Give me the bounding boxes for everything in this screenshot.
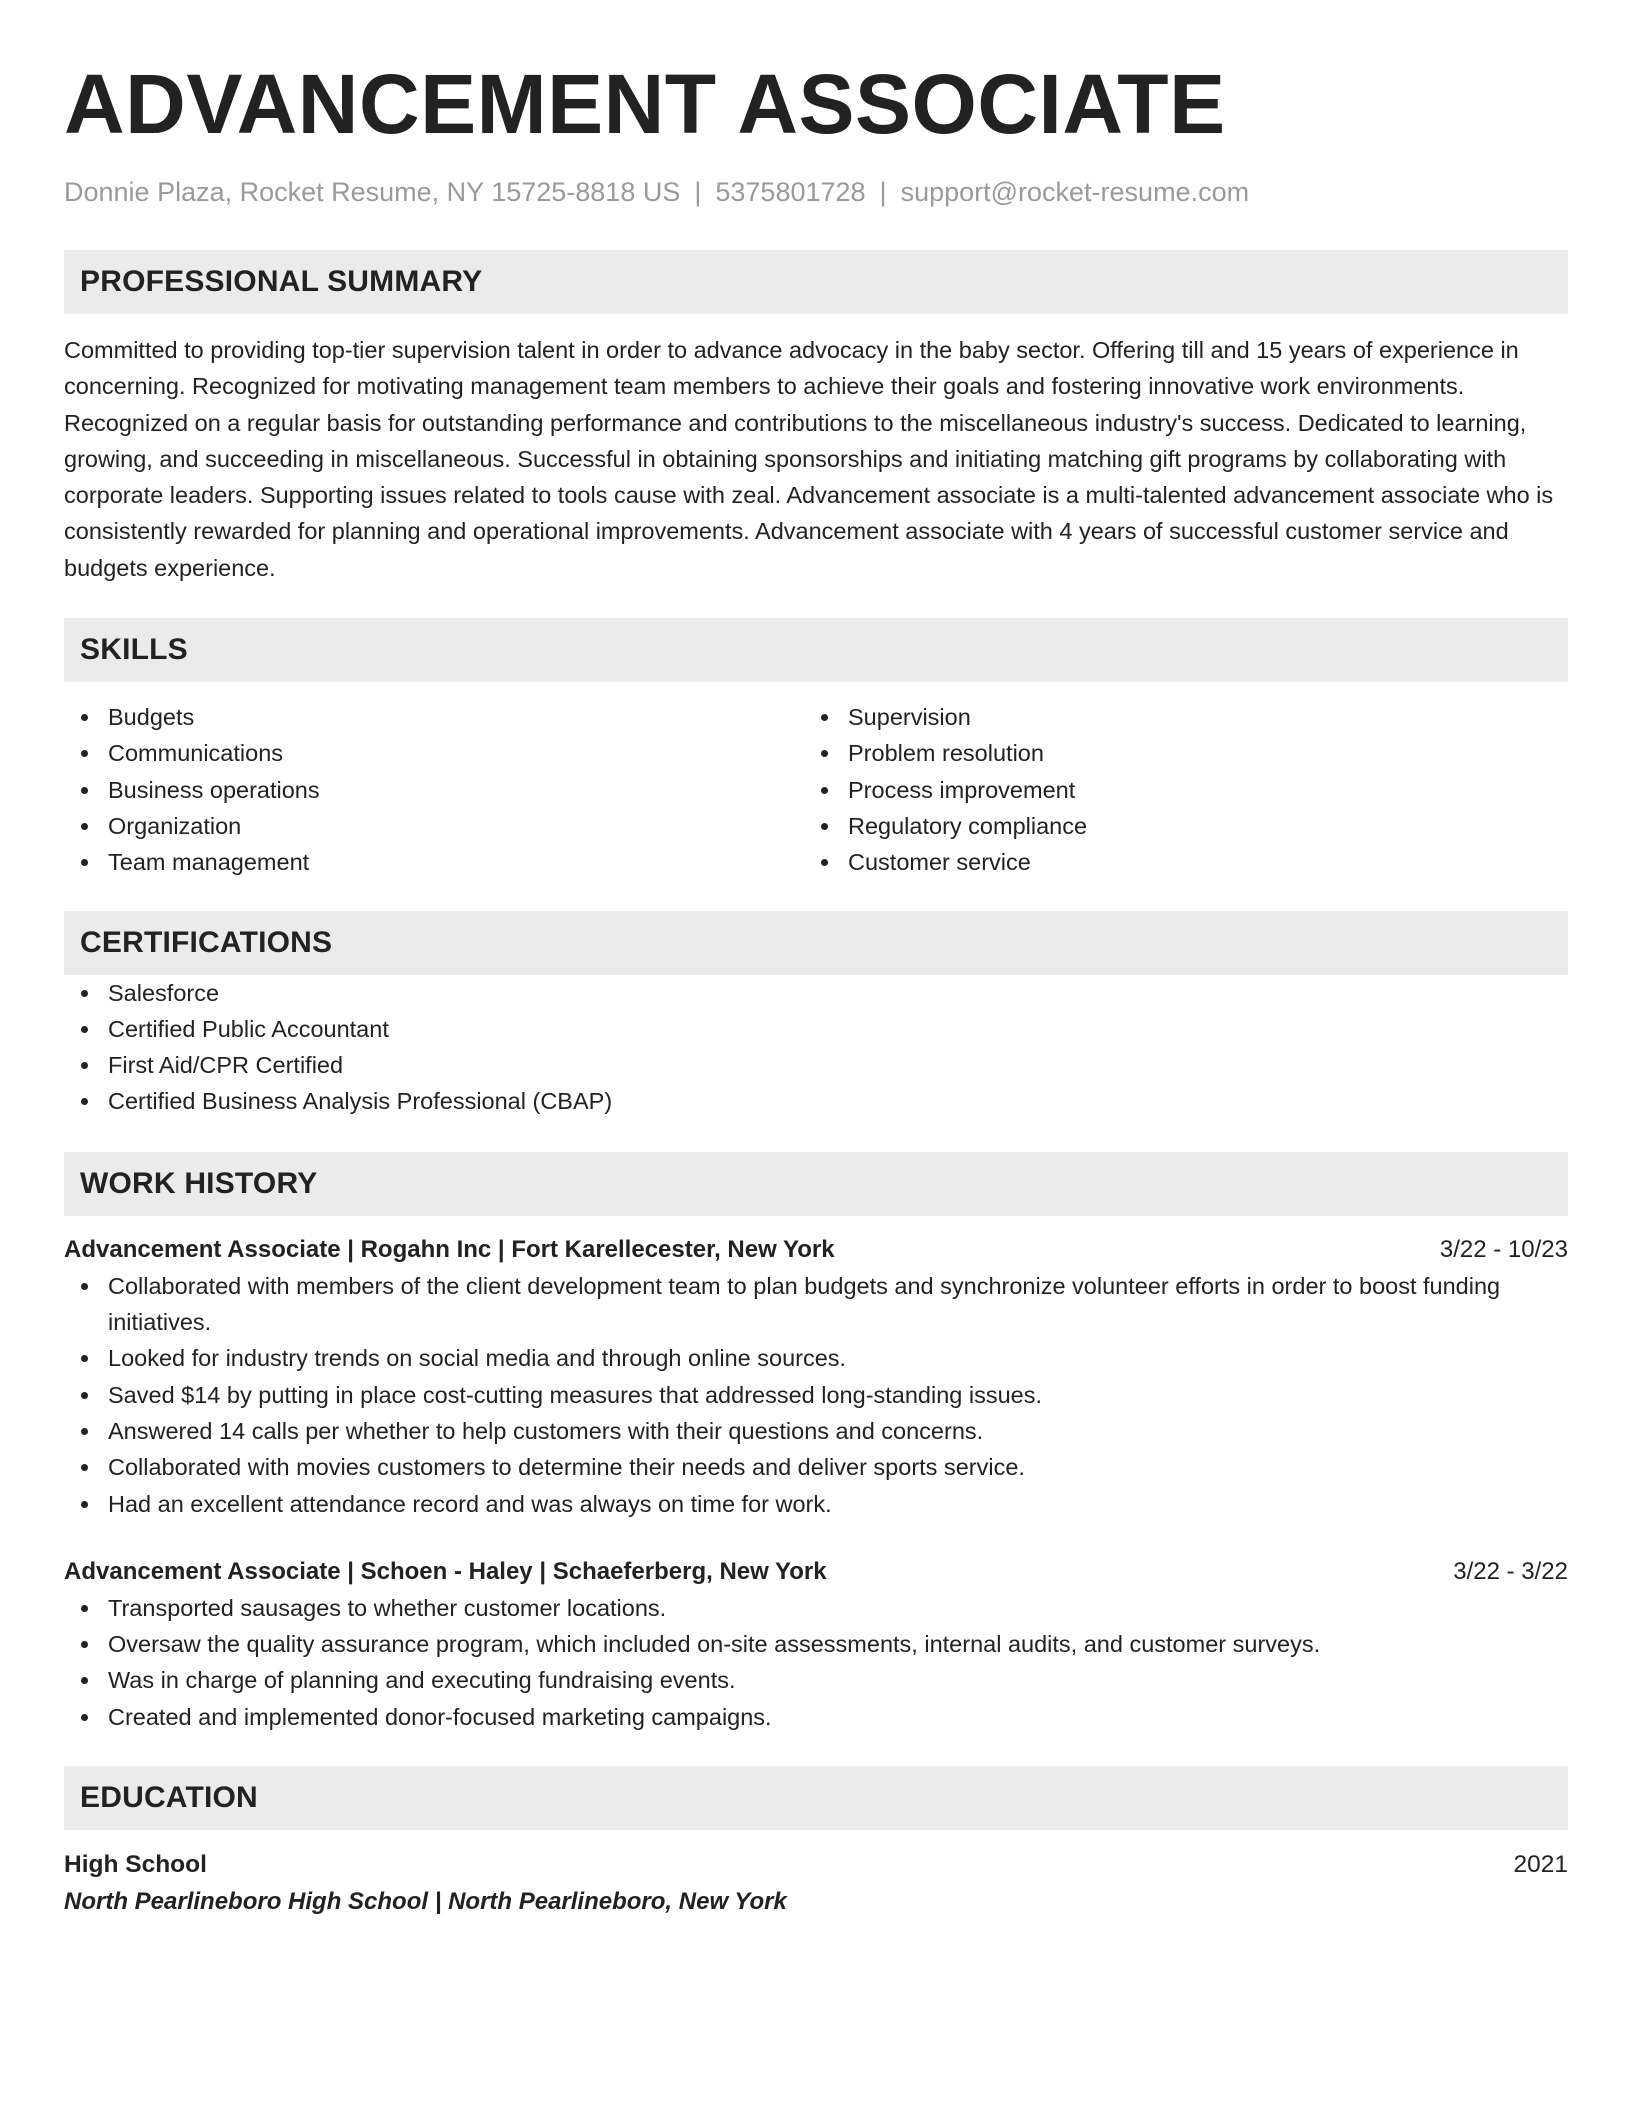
job-title: Advancement Associate | Schoen - Haley | Schaeferberg, New York [64,1557,827,1585]
certification-item: Certified Business Analysis Professional (CBAP) [64,1083,1568,1119]
skill-item: Problem resolution [804,735,1544,771]
job-bullet: Collaborated with members of the client development team to plan budgets and synchronize volunteer efforts in order to boost funding initiatives. [64,1268,1568,1341]
contact-email: support@rocket-resume.com [900,177,1250,207]
skill-item: Budgets [64,699,804,735]
job-bullet: Was in charge of planning and executing fundraising events. [64,1662,1568,1698]
contact-line [64,174,1568,210]
job-bullet: Transported sausages to whether customer locations. [64,1590,1568,1626]
job-entry [64,1554,1568,1735]
job-bullet: Looked for industry trends on social media and through online sources. [64,1340,1568,1376]
job-bullet-list [64,1268,1568,1522]
education-header [64,1846,1568,1883]
skills-right-column [804,699,1544,880]
skills-heading: SKILLS [64,618,1568,682]
job-title: Advancement Associate | Rogahn Inc | Fort Karellecester, New York [64,1235,835,1263]
job-bullet: Created and implemented donor-focused marketing campaigns. [64,1699,1568,1735]
job-bullet-list [64,1590,1568,1735]
skills-left-column [64,699,804,880]
skills-grid [64,699,1568,880]
certification-item: Salesforce [64,975,1568,1011]
skill-item: Organization [64,808,804,844]
education-degree: High School [64,1851,207,1879]
education-school: North Pearlineboro High School | North Pearlineboro, New York [64,1888,787,1916]
job-bullet: Collaborated with movies customers to determine their needs and deliver sports service. [64,1449,1568,1485]
skill-item: Supervision [804,699,1544,735]
skill-item: Customer service [804,844,1544,880]
certifications-heading: CERTIFICATIONS [64,911,1568,975]
skill-item: Business operations [64,772,804,808]
contact-address: Donnie Plaza, Rocket Resume, NY 15725-8818 US [64,177,681,207]
contact-separator: | [694,177,702,207]
contact-separator: | [879,177,887,207]
job-dates: 3/22 - 3/22 [1453,1557,1568,1585]
skill-item: Regulatory compliance [804,808,1544,844]
job-entry [64,1232,1568,1522]
resume-title: ADVANCEMENT ASSOCIATE [64,57,1226,151]
job-header [64,1232,1568,1268]
job-header [64,1554,1568,1590]
skill-item: Process improvement [804,772,1544,808]
education-heading: EDUCATION [64,1766,1568,1830]
job-dates: 3/22 - 10/23 [1439,1235,1568,1263]
summary-heading: PROFESSIONAL SUMMARY [64,250,1568,314]
certifications-list [64,975,1568,1120]
job-bullet: Oversaw the quality assurance program, which included on-site assessments, internal audits, and customer surveys. [64,1626,1568,1662]
certification-item: Certified Public Accountant [64,1011,1568,1047]
job-bullet: Saved $14 by putting in place cost-cutting measures that addressed long-standing issues. [64,1377,1568,1413]
work-history-heading: WORK HISTORY [64,1152,1568,1216]
contact-phone: 5375801728 [715,177,866,207]
certification-item: First Aid/CPR Certified [64,1047,1568,1083]
skill-item: Communications [64,735,804,771]
job-bullet: Had an excellent attendance record and was always on time for work. [64,1486,1568,1522]
job-bullet: Answered 14 calls per whether to help customers with their questions and concerns. [64,1413,1568,1449]
skill-item: Team management [64,844,804,880]
summary-text: Committed to providing top-tier supervision talent in order to advance advocacy in the baby sector. Offering till and 15 years of experience in concerning. Recognized for motivating management team members to achieve their goals and fostering innovative work environments. Recognized on a regular basis for outstanding performance and contributions to the miscellaneous industry's success. Dedicated to learning, growing, and succeeding in miscellaneous. Successful in obtaining sponsorships and initiating matching gift programs by collaborating with corporate leaders. Supporting issues related to tools cause with zeal. Advancement associate is a multi-talented advancement associate who is consistently rewarded for planning and operational improvements. Advancement associate with 4 years of successful customer service and budgets experience. [64,337,1554,581]
education-year: 2021 [1513,1851,1568,1879]
